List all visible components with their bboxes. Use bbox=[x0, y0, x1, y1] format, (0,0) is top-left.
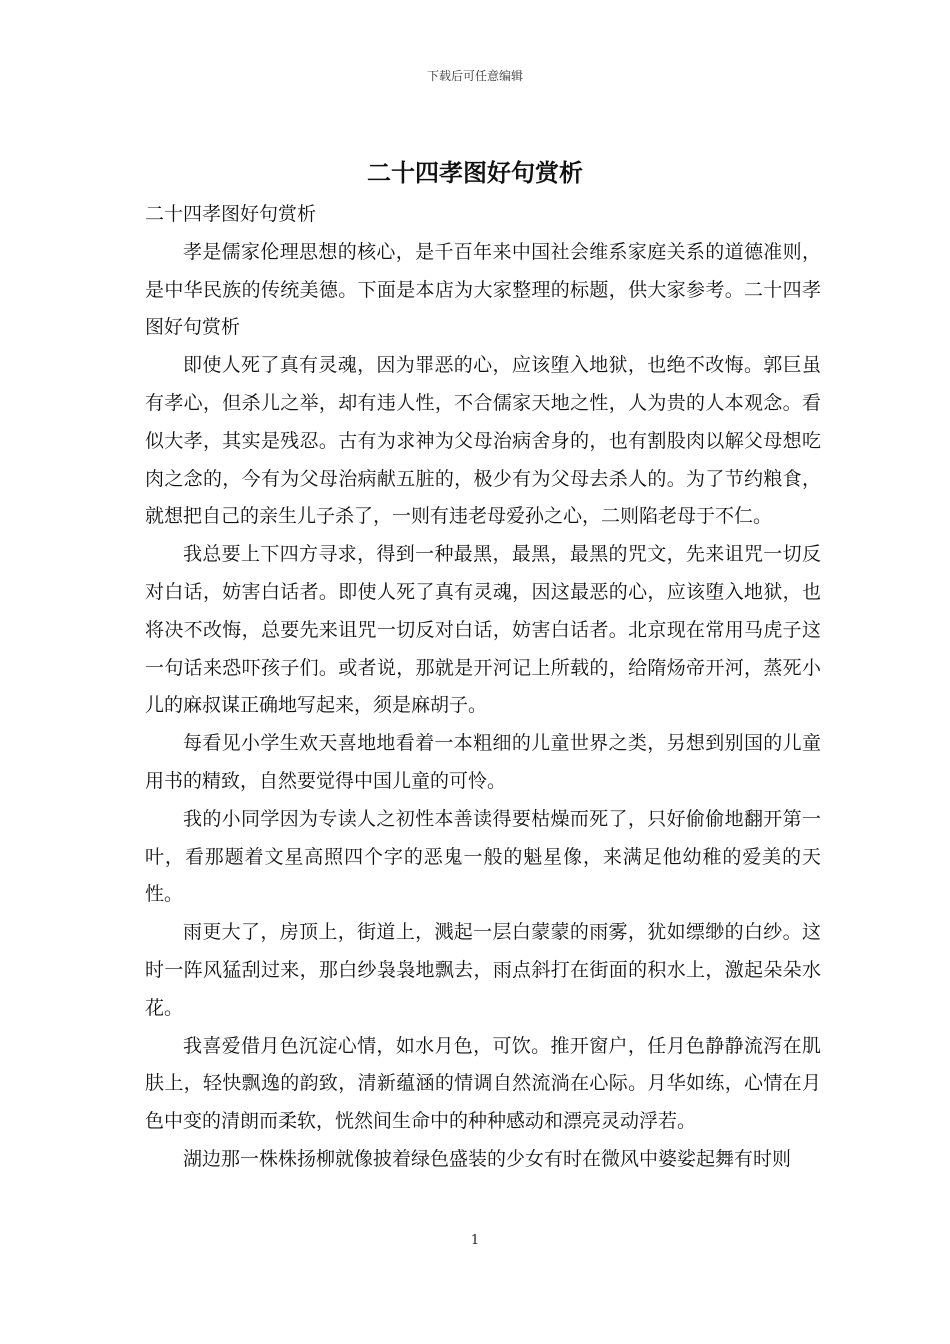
header-note: 下载后可任意编辑 bbox=[426, 69, 523, 83]
document-title: 二十四孝图好句赏析 bbox=[367, 158, 583, 187]
body-paragraph: 每看见小学生欢天喜地地看着一本粗细的儿童世界之类，另想到别国的儿童用书的精致，自然要觉得中国儿童的可怜。 bbox=[145, 732, 821, 792]
body-paragraph: 孝是儒家伦理思想的核心，是千百年来中国社会维系家庭关系的道德准则，是中华民族的传统美德。下面是本店为大家整理的标题，供大家参考。二十四孝图好句赏析 bbox=[145, 240, 821, 339]
page-number: 1 bbox=[470, 1233, 480, 1248]
document-body bbox=[145, 196, 821, 1179]
body-paragraph: 即使人死了真有灵魂，因为罪恶的心，应该堕入地狱，也绝不改悔。郭巨虽有孝心，但杀儿之举，却有违人性，不合儒家天地之性，人为贵的人本观念。看似大孝，其实是残忍。古有为求神为父母治病舍身的，也有割股肉以解父母想吃肉之念的，今有为父母治病献五脏的，极少有为父母去杀人的。为了节约粮食，就想把自己的亲生儿子杀了，一则有违老母爱孙之心，二则陷老母于不仁。 bbox=[145, 354, 821, 528]
body-paragraph: 雨更大了，房顶上，街道上，溅起一层白蒙蒙的雨雾，犹如缥缈的白纱。这时一阵风猛刮过来，那白纱袅袅地飘去，雨点斜打在街面的积水上，激起朵朵水花。 bbox=[145, 921, 821, 1019]
body-paragraph: 我喜爱借月色沉淀心情，如水月色，可饮。推开窗户，任月色静静流泻在肌肤上，轻快飘逸的韵致，清新蕴涵的情调自然流淌在心际。月华如练，心情在月色中变的清朗而柔软，恍然间生命中的种种感动和漂亮灵动浮若。 bbox=[145, 1034, 821, 1133]
body-paragraph: 我的小同学因为专读人之初性本善读得要枯燥而死了，只好偷偷地翻开第一叶，看那题着文星高照四个字的恶鬼一般的魁星像，来满足他幼稚的爱美的天性。 bbox=[145, 807, 821, 906]
body-paragraph: 我总要上下四方寻求，得到一种最黑，最黑，最黑的咒文，先来诅咒一切反对白话，妨害白话者。即使人死了真有灵魂，因这最恶的心，应该堕入地狱，也将决不改悔，总要先来诅咒一切反对白话，妨害白话者。北京现在常用马虎子这一句话来恐吓孩子们。或者说，那就是开河记上所载的，给隋炀帝开河，蒸死小儿的麻叔谋正确地写起来，须是麻胡子。 bbox=[145, 543, 821, 717]
body-paragraph: 湖边那一株株扬柳就像披着绿色盛装的少女有时在微风中婆娑起舞有时则 bbox=[183, 1147, 792, 1170]
subtitle-paragraph: 二十四孝图好句赏析 bbox=[145, 203, 317, 225]
